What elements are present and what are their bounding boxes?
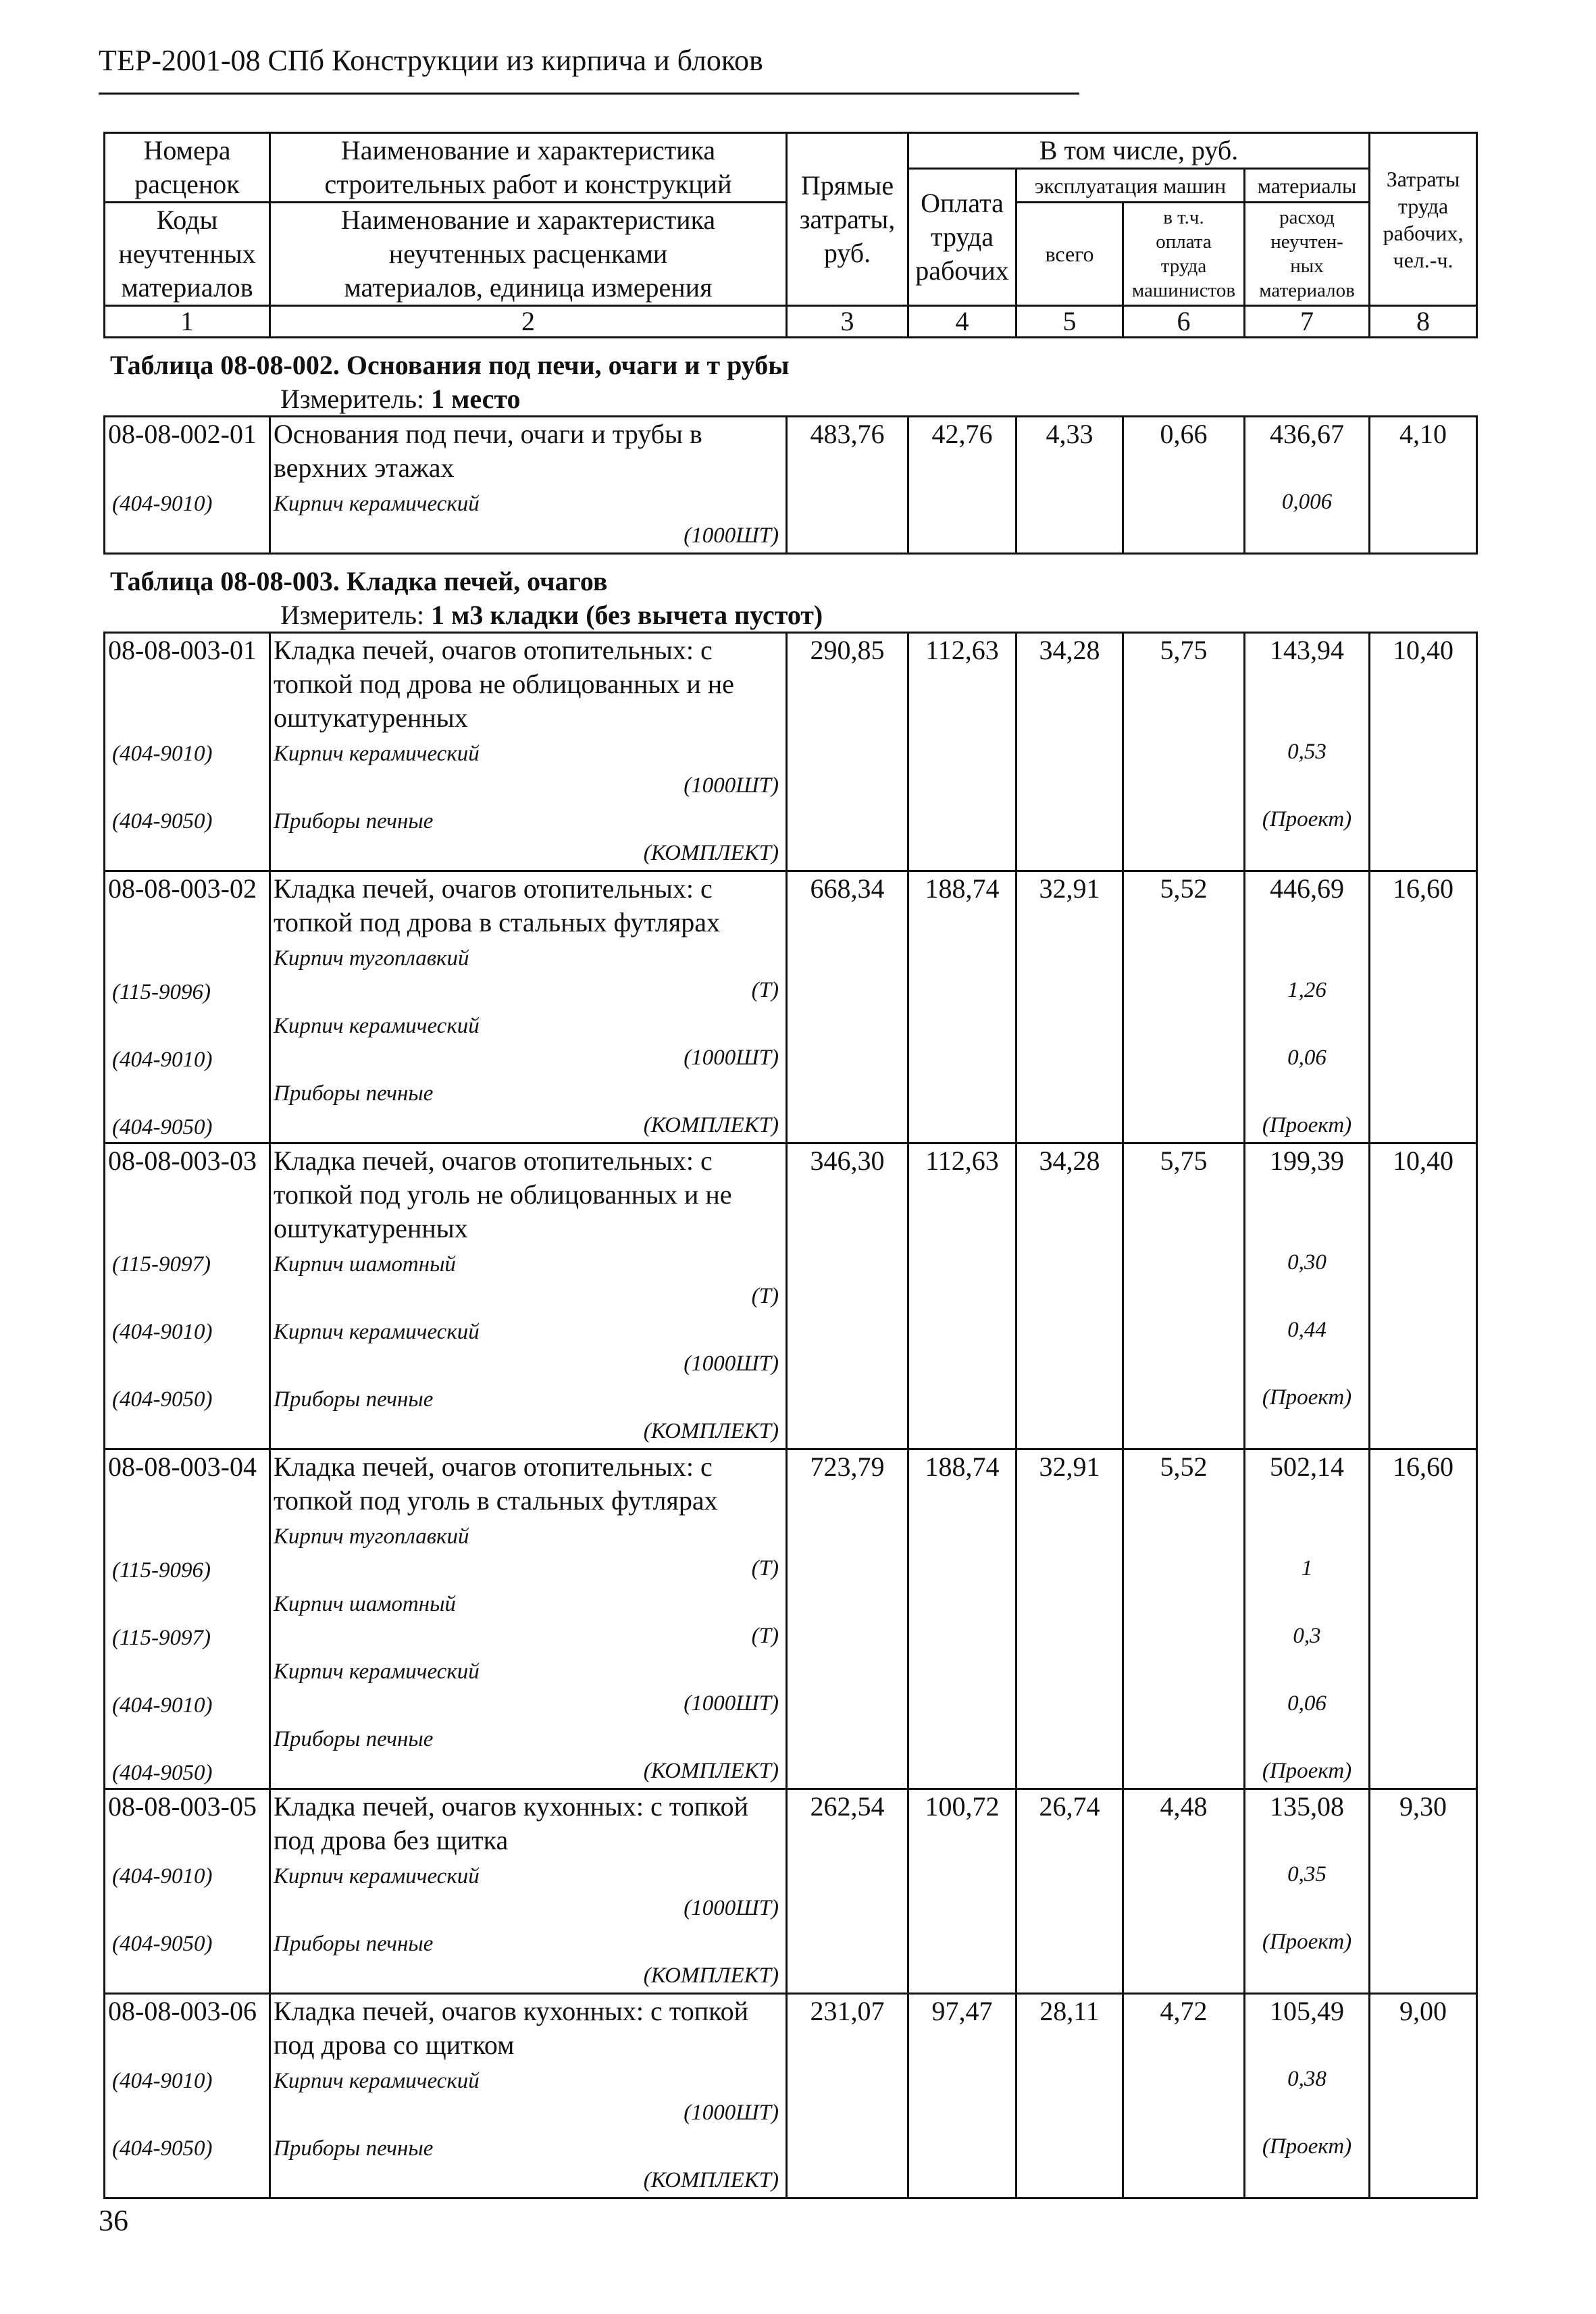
material-name: Кирпич керамический [274,1320,480,1344]
document-header-title: ТЕР-2001-08 СПб Конструкции из кирпича и блоков [99,44,763,77]
col-number: 7 [1245,306,1370,338]
col-number: 6 [1123,306,1245,338]
col-header-materials: материалы [1245,169,1370,203]
material-code-line [108,1687,269,1720]
spacer [1245,451,1368,485]
rate-name: Основания под печи, очаги и трубы в верхних этажах [274,419,702,483]
material-unit: (1000ШТ) [684,523,779,548]
spacer [1245,906,1368,940]
material-code-line [108,2062,269,2096]
spacer [108,701,269,735]
material-name: Приборы печные [274,1081,434,1106]
materials-cell [1245,871,1370,1143]
direct-costs-value: 483,76 [787,417,908,554]
material-unit: (1000ШТ) [684,2101,779,2125]
materials-cell [1245,417,1370,554]
operator-pay-value: 4,72 [1123,1994,1245,2199]
col-number: 8 [1370,306,1477,338]
material-qty: (Проект) [1262,807,1352,831]
material-unit: (1000ШТ) [684,1046,779,1070]
direct-costs-value: 231,07 [787,1994,908,2199]
spacer [1245,1178,1368,1212]
material-code-line [108,1619,269,1653]
spacer [108,1484,269,1518]
rate-row [105,1789,1477,1994]
spacer [108,769,269,802]
col-header-work-name: Наименование и характеристика строительных работ и конструкций [270,133,787,203]
col-header-operator-pay: в т.ч. оплата труда машинистов [1123,203,1245,306]
materials-value: 105,49 [1270,1996,1344,2026]
material-code-line [108,973,269,1007]
spacer [1245,1720,1368,1754]
spacer [108,1824,269,1857]
material-code: (404-9050) [112,1761,213,1785]
rate-code-cell [105,417,270,554]
material-qty: 0,53 [1287,740,1327,764]
material-code-line [108,1925,269,1959]
rate-table [103,632,1478,2199]
rate-name: Кладка печей, очагов отопительных: с топкой под дрова в стальных футлярах [274,873,720,937]
direct-costs-value: 668,34 [787,871,908,1143]
table-title: Таблица 08-08-003. Кладка печей, очагов [110,566,608,596]
rate-table [103,415,1478,555]
material-code-line [108,1041,269,1075]
spacer [1245,1212,1368,1245]
spacer [1245,1007,1368,1041]
spacer [1245,2096,1368,2130]
spacer [1245,1075,1368,1108]
machine-use-value: 34,28 [1016,1143,1123,1449]
spacer [1245,1484,1368,1518]
labor-pay-value: 112,63 [908,1143,1016,1449]
header-rule [99,93,1079,95]
rate-name: Кладка печей, очагов отопительных: с топкой под дрова не облицованных и не оштукатуренных [274,635,734,733]
material-unit: (1000ШТ) [684,1691,779,1716]
material-unit: (КОМПЛЕКТ) [643,1113,779,1137]
rate-code: 08-08-003-02 [108,873,257,904]
material-name: Кирпич тугоплавкий [274,1524,469,1549]
material-code-line [108,802,269,836]
material-qty: 0,06 [1287,1691,1327,1716]
material-code: (404-9010) [112,2069,213,2093]
material-name-line [274,1518,781,1551]
material-name-line [274,1075,781,1108]
spacer [1245,1347,1368,1381]
labor-hours-value: 4,10 [1370,417,1477,554]
operator-pay-value: 4,48 [1123,1789,1245,1994]
material-code: (404-9010) [112,1864,213,1888]
rate-row [105,1449,1477,1789]
labor-hours-value: 16,60 [1370,871,1477,1143]
machine-use-value: 28,11 [1016,1994,1123,2199]
spacer [108,1891,269,1925]
material-code: (404-9010) [112,742,213,766]
operator-pay-value: 5,75 [1123,633,1245,871]
material-code-line [108,1754,269,1788]
spacer [108,1007,269,1041]
material-name: Кирпич керамический [274,1660,480,1684]
rate-code: 08-08-003-06 [108,1996,257,2026]
direct-costs-value: 346,30 [787,1143,908,1449]
material-code: (115-9097) [112,1252,211,1277]
materials-cell [1245,1143,1370,1449]
machine-use-value: 26,74 [1016,1789,1123,1994]
material-name-line [274,1720,781,1754]
materials-value: 199,39 [1270,1146,1344,1176]
material-qty: (Проект) [1262,1930,1352,1954]
material-qty: 0,44 [1287,1318,1327,1342]
col-header-rate-number: Номера расценок [105,133,270,203]
material-name: Кирпич шамотный [274,1252,456,1277]
material-unit: (1000ШТ) [684,1896,779,1920]
direct-costs-value: 723,79 [787,1449,908,1789]
measure-value: 1 место [431,384,521,414]
material-name-line [274,485,781,519]
material-qty: 0,35 [1287,1862,1327,1886]
rate-sheet [103,132,1476,2199]
material-qty: (Проект) [1262,1113,1352,1137]
spacer [108,2028,269,2062]
materials-cell [1245,1449,1370,1789]
spacer [108,667,269,701]
material-unit: (Т) [751,1556,779,1580]
material-unit: (Т) [751,1624,779,1648]
spacer [1245,1653,1368,1687]
material-qty: 1 [1301,1556,1313,1580]
rate-code: 08-08-003-01 [108,635,257,665]
col-header-material-codes: Коды неучтенных материалов [105,203,270,306]
material-name: Кирпич керамический [274,742,480,766]
material-qty: (Проект) [1262,1385,1352,1410]
material-code-line [108,1551,269,1585]
material-qty: 0,38 [1287,2067,1327,2091]
spacer [1245,1891,1368,1925]
material-qty: 0,006 [1281,490,1333,514]
material-name: Кирпич керамический [274,1864,480,1888]
col-header-labor-pay: Оплата труда рабочих [908,169,1016,306]
rate-code-cell [105,1994,270,2199]
material-code: (404-9010) [112,492,213,516]
col-header-unaccounted-materials: расход неучтен- ных материалов [1245,203,1370,306]
material-qty: (Проект) [1262,1759,1352,1783]
spacer [108,940,269,973]
material-name: Приборы печные [274,2136,434,2161]
material-code: (115-9097) [112,1626,211,1650]
col-header-labor-costs: Затраты труда рабочих, чел.-ч. [1370,133,1477,306]
material-qty: (Проект) [1262,2134,1352,2159]
material-qty: 1,26 [1287,978,1327,1002]
spacer [108,1720,269,1754]
operator-pay-value: 0,66 [1123,417,1245,554]
labor-pay-value: 188,74 [908,1449,1016,1789]
spacer [1245,940,1368,973]
material-code: (404-9050) [112,1115,213,1139]
spacer [108,1653,269,1687]
machine-use-value: 32,91 [1016,871,1123,1143]
material-name: Приборы печные [274,1387,434,1412]
page-number: 36 [99,2204,128,2237]
rate-name: Кладка печей, очагов отопительных: с топкой под уголь не облицованных и не оштукатуренных [274,1146,732,1243]
spacer [108,906,269,940]
material-name: Приборы печные [274,809,434,833]
rate-row [105,417,1477,554]
rate-name-cell [270,417,787,554]
labor-pay-value: 97,47 [908,1994,1016,2199]
material-name: Приборы печные [274,1932,434,1956]
rate-name-cell [270,1994,787,2199]
table-measure [103,599,1476,632]
labor-pay-value: 100,72 [908,1789,1016,1994]
direct-costs-value: 262,54 [787,1789,908,1994]
materials-cell [1245,1789,1370,1994]
spacer [1245,2028,1368,2062]
spacer [108,451,269,485]
rate-name-cell [270,1143,787,1449]
materials-cell [1245,633,1370,871]
material-name-line [274,1007,781,1041]
material-name-line [274,735,781,769]
spacer [1245,1279,1368,1313]
rate-code-cell [105,1789,270,1994]
spacer [108,2096,269,2130]
column-header-table [103,132,1478,338]
col-header-machine-total: всего [1016,203,1123,306]
col-number: 3 [787,306,908,338]
labor-hours-value: 9,00 [1370,1994,1477,2199]
rate-name-cell [270,1449,787,1789]
col-number: 5 [1016,306,1123,338]
spacer [1245,1518,1368,1551]
col-header-direct-costs: Прямые затраты, руб. [787,133,908,306]
labor-pay-value: 42,76 [908,417,1016,554]
rate-code: 08-08-003-03 [108,1146,257,1176]
rate-code-cell [105,871,270,1143]
material-unit: (КОМПЛЕКТ) [643,1759,779,1783]
spacer [1245,667,1368,701]
spacer [1245,1824,1368,1857]
material-qty: 0,30 [1287,1250,1327,1275]
rate-code: 08-08-003-04 [108,1451,257,1482]
material-unit: (КОМПЛЕКТ) [643,1419,779,1443]
material-name-line [274,1313,781,1347]
spacer [1245,769,1368,802]
material-code-line [108,1381,269,1414]
rate-row [105,633,1477,871]
material-code: (115-9096) [112,980,211,1004]
rate-row [105,1994,1477,2199]
col-number: 4 [908,306,1016,338]
material-name: Приборы печные [274,1727,434,1751]
material-unit: (КОМПЛЕКТ) [643,2168,779,2192]
material-code: (404-9050) [112,809,213,833]
rate-name-cell [270,871,787,1143]
table-measure [103,383,1476,415]
material-code: (115-9096) [112,1558,211,1583]
rate-row [105,1143,1477,1449]
rate-code-cell [105,633,270,871]
material-name-line [274,2062,781,2096]
spacer [108,1178,269,1212]
material-code-line [108,2130,269,2163]
rate-code-cell [105,1143,270,1449]
operator-pay-value: 5,75 [1123,1143,1245,1449]
spacer [108,1279,269,1313]
materials-cell [1245,1994,1370,2199]
material-code: (404-9010) [112,1693,213,1718]
labor-hours-value: 10,40 [1370,633,1477,871]
measure-label: Измеритель: [280,384,432,414]
material-name: Кирпич шамотный [274,1592,456,1616]
material-code: (404-9010) [112,1048,213,1072]
rate-row [105,871,1477,1143]
material-code-line [108,1245,269,1279]
material-name-line [274,802,781,836]
material-name-line [274,2130,781,2163]
rate-code: 08-08-002-01 [108,419,257,449]
machine-use-value: 34,28 [1016,633,1123,871]
labor-hours-value: 16,60 [1370,1449,1477,1789]
col-number: 2 [270,306,787,338]
spacer [1245,1585,1368,1619]
measure-value: 1 м3 кладки (без вычета пустот) [431,600,823,630]
material-unit: (КОМПЛЕКТ) [643,841,779,865]
labor-hours-value: 9,30 [1370,1789,1477,1994]
rate-tables [103,338,1476,2199]
rate-code-cell [105,1449,270,1789]
rate-name: Кладка печей, очагов отопительных: с топкой под уголь в стальных футлярах [274,1451,718,1516]
rate-name-cell [270,633,787,871]
material-code-line [108,1108,269,1142]
material-code-line [108,1857,269,1891]
col-header-machine-use: эксплуатация машин [1016,169,1245,203]
material-name-line [274,1857,781,1891]
machine-use-value: 4,33 [1016,417,1123,554]
material-name: Кирпич керамический [274,1014,480,1038]
spacer [108,1075,269,1108]
material-code: (404-9010) [112,1320,213,1344]
material-unit: (1000ШТ) [684,1352,779,1376]
rate-name-cell [270,1789,787,1994]
operator-pay-value: 5,52 [1123,1449,1245,1789]
spacer [108,1347,269,1381]
materials-value: 446,69 [1270,873,1344,904]
material-qty: 0,06 [1287,1046,1327,1070]
material-name-line [274,1381,781,1414]
col-number: 1 [105,306,270,338]
material-code: (404-9050) [112,2136,213,2161]
labor-pay-value: 112,63 [908,633,1016,871]
material-code-line [108,485,269,519]
material-name-line [274,1585,781,1619]
rate-name: Кладка печей, очагов кухонных: с топкой под дрова со щитком [274,1996,748,2060]
material-name-line [274,940,781,973]
material-code-line [108,735,269,769]
materials-value: 436,67 [1270,419,1344,449]
labor-pay-value: 188,74 [908,871,1016,1143]
material-name-line [274,1653,781,1687]
material-unit: (Т) [751,1284,779,1308]
material-name-line [274,1245,781,1279]
machine-use-value: 32,91 [1016,1449,1123,1789]
col-header-including: В том числе, руб. [908,133,1370,169]
material-code: (404-9050) [112,1932,213,1956]
col-header-material-name: Наименование и характеристика неучтенных расценками материалов, единица измерения [270,203,787,306]
operator-pay-value: 5,52 [1123,871,1245,1143]
material-code-line [108,1313,269,1347]
spacer [108,1518,269,1551]
direct-costs-value: 290,85 [787,633,908,871]
rate-code: 08-08-003-05 [108,1791,257,1822]
materials-value: 502,14 [1270,1451,1344,1482]
material-name-line [274,1925,781,1959]
spacer [1245,701,1368,735]
material-code: (404-9050) [112,1387,213,1412]
material-unit: (КОМПЛЕКТ) [643,1963,779,1988]
table-title: Таблица 08-08-002. Основания под печи, очаги и т рубы [110,350,790,380]
materials-value: 135,08 [1270,1791,1344,1822]
material-qty: 0,3 [1293,1624,1321,1648]
material-name: Кирпич керамический [274,2069,480,2093]
material-unit: (1000ШТ) [684,773,779,798]
material-unit: (Т) [751,978,779,1002]
materials-value: 143,94 [1270,635,1344,665]
labor-hours-value: 10,40 [1370,1143,1477,1449]
spacer [108,1212,269,1245]
measure-label: Измеритель: [280,600,432,630]
material-name: Кирпич тугоплавкий [274,946,469,971]
spacer [108,1585,269,1619]
rate-name: Кладка печей, очагов кухонных: с топкой под дрова без щитка [274,1791,748,1855]
material-name: Кирпич керамический [274,492,480,516]
